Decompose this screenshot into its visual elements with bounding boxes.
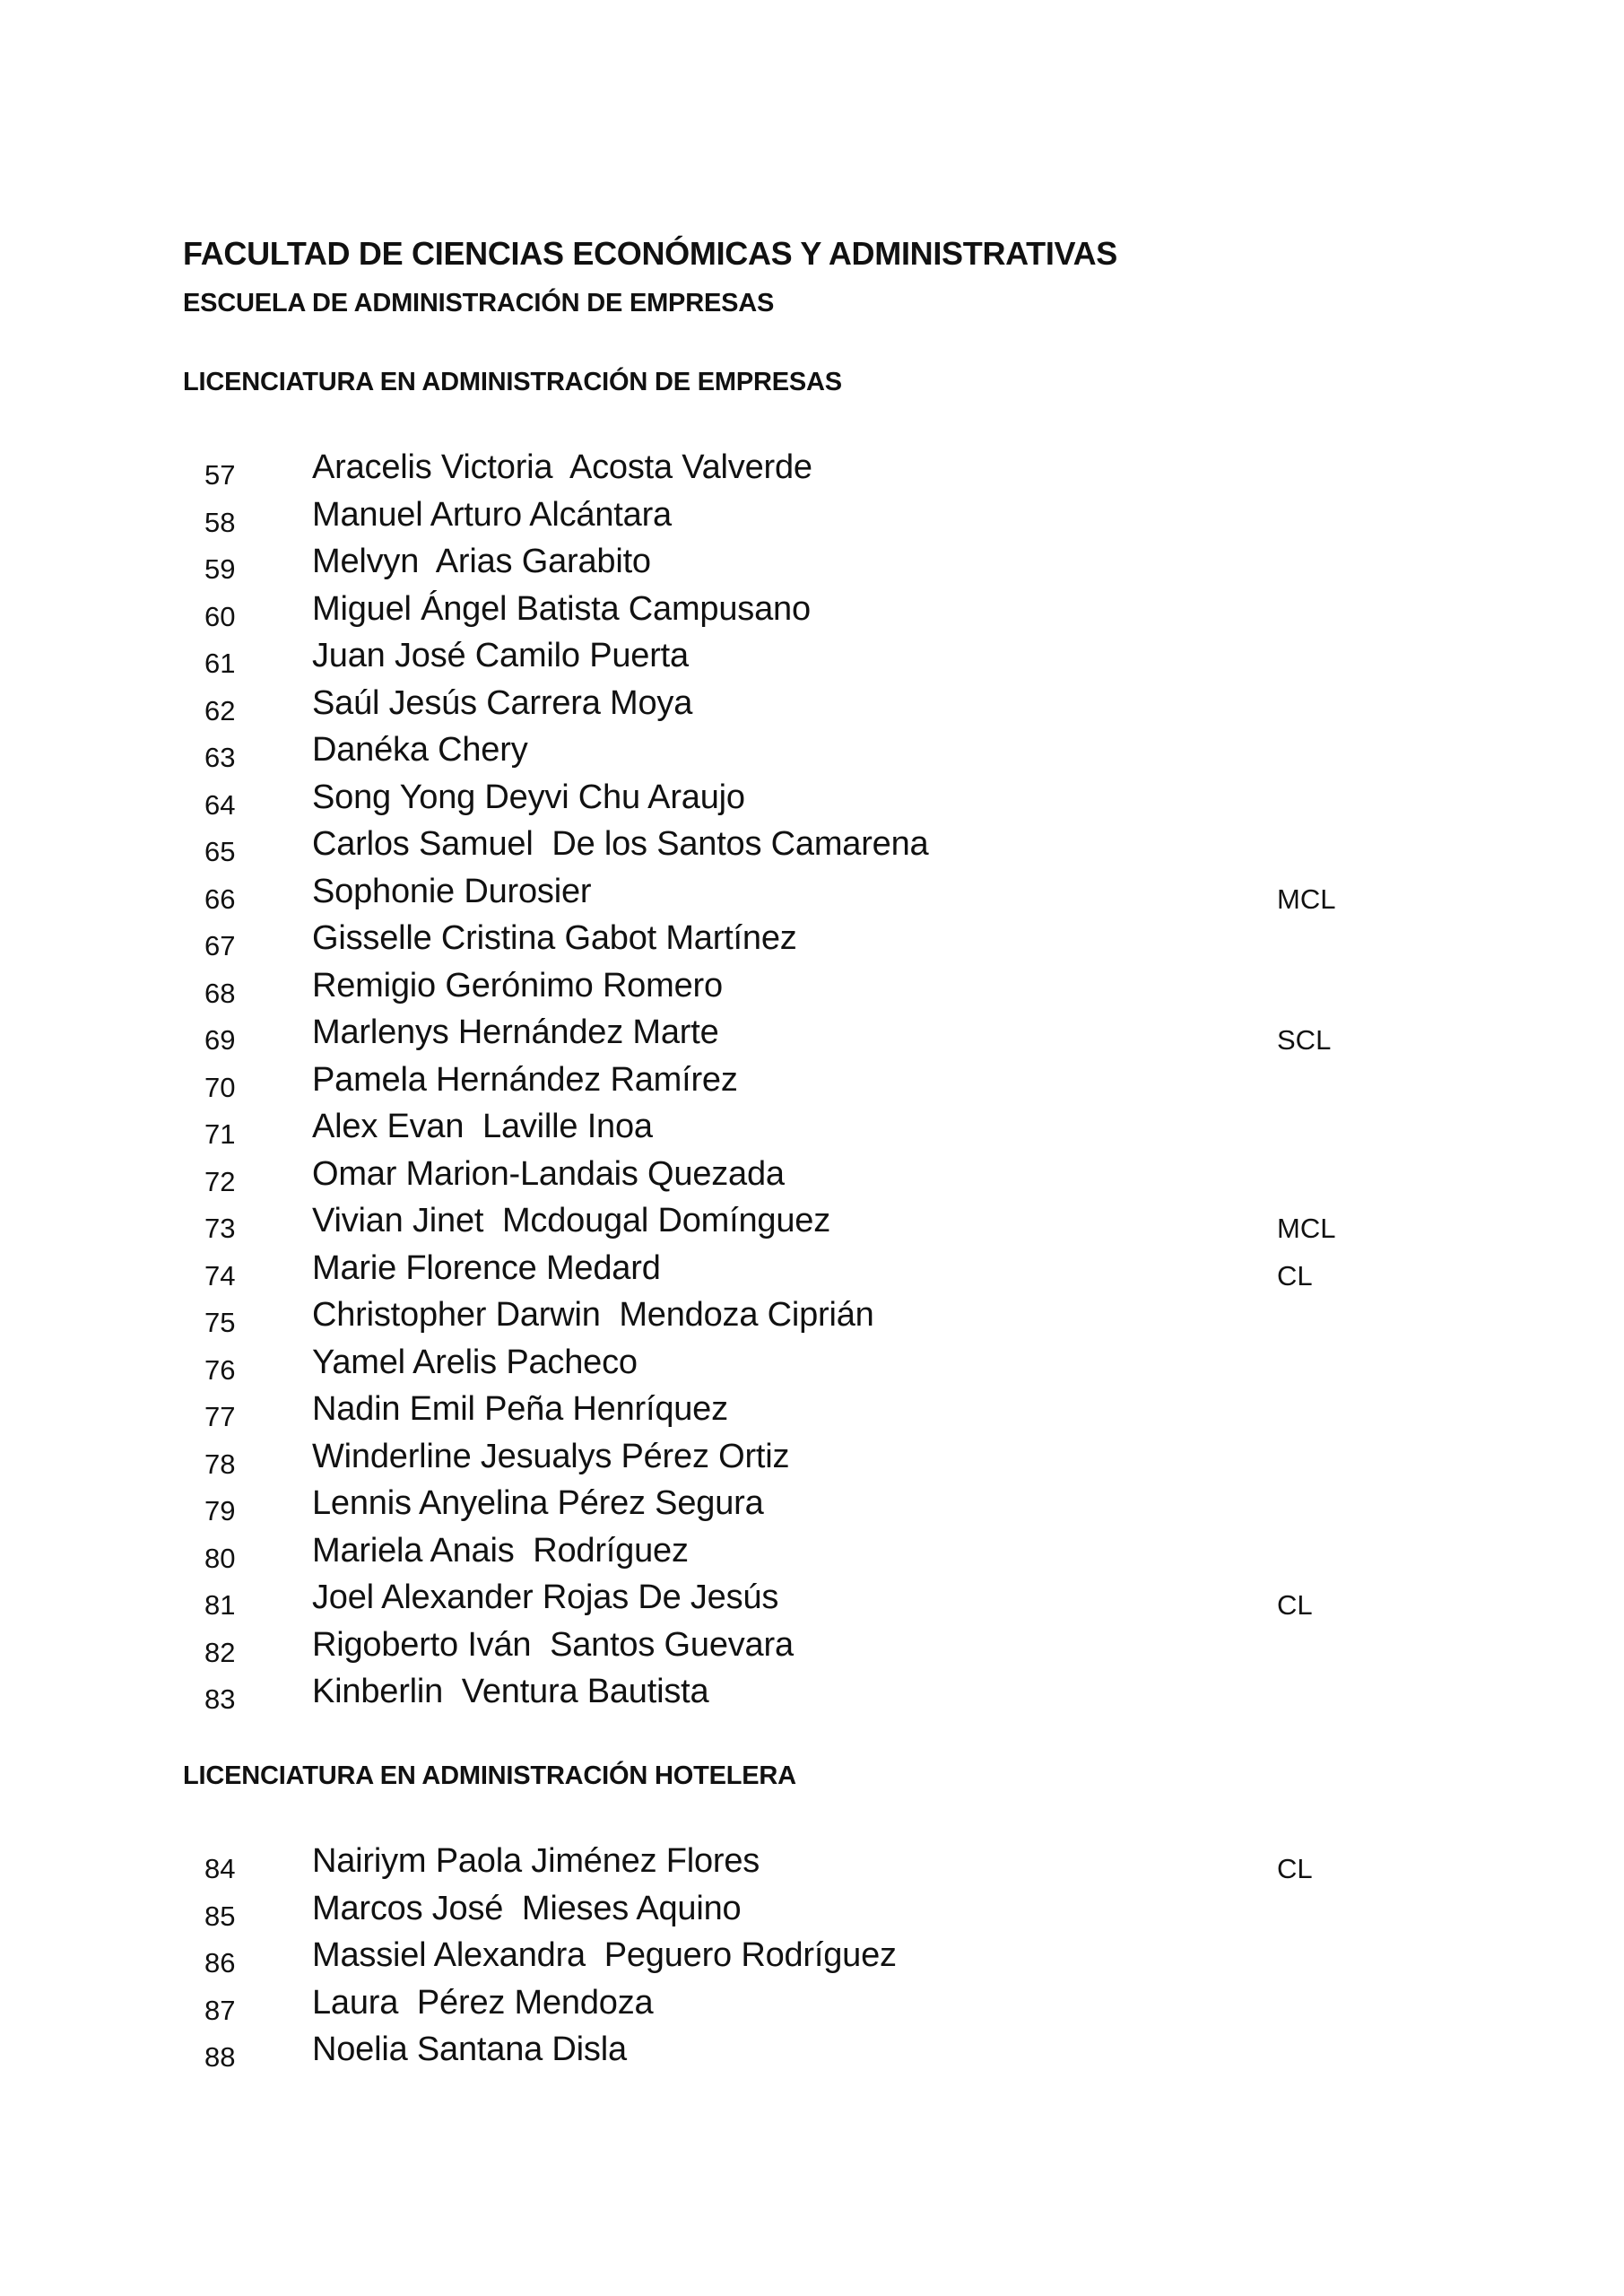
student-name: Pamela Hernández Ramírez: [312, 1060, 738, 1099]
student-number: 76: [204, 1353, 236, 1386]
list-item: [0, 1842, 1624, 1890]
list-item: [0, 825, 1624, 873]
list-item: [0, 1438, 1624, 1485]
student-number: 60: [204, 600, 236, 632]
list-item: [0, 1202, 1624, 1249]
list-item: [0, 543, 1624, 590]
list-item: [0, 1061, 1624, 1109]
student-number: 84: [204, 1853, 236, 1884]
student-name: Yamel Arelis Pacheco: [312, 1343, 638, 1381]
student-name: Marcos José Mieses Aquino: [312, 1889, 742, 1927]
honor-badge: CL: [1277, 1589, 1313, 1621]
student-name: Danéka Chery: [312, 731, 528, 769]
list-item: [0, 448, 1624, 496]
student-number: 67: [204, 930, 236, 961]
list-item: [0, 873, 1624, 920]
student-number: 79: [204, 1495, 236, 1526]
student-number: 71: [204, 1118, 236, 1150]
student-name: Carlos Samuel De los Santos Camarena: [312, 825, 929, 863]
student-number: 57: [204, 459, 236, 491]
list-item: [0, 1013, 1624, 1061]
list-item: [0, 1108, 1624, 1155]
list-item: [0, 1890, 1624, 1937]
student-name: Rigoberto Iván Santos Guevara: [312, 1625, 794, 1664]
student-number: 61: [204, 648, 236, 679]
student-name: Joel Alexander Rojas De Jesús: [312, 1578, 779, 1616]
honor-badge: MCL: [1277, 883, 1336, 915]
student-name: Marlenys Hernández Marte: [312, 1013, 719, 1051]
student-number: 68: [204, 977, 236, 1009]
student-number: 80: [204, 1542, 236, 1574]
honor-badge: SCL: [1277, 1024, 1332, 1056]
student-name: Juan José Camilo Puerta: [312, 637, 689, 674]
list-item: [0, 637, 1624, 684]
student-list-empresas: [0, 448, 1624, 1720]
student-name: Lennis Anyelina Pérez Segura: [312, 1484, 764, 1522]
student-name: Remigio Gerónimo Romero: [312, 966, 723, 1004]
student-number: 62: [204, 694, 236, 726]
student-name: Nairiym Paola Jiménez Flores: [312, 1842, 760, 1880]
student-number: 86: [204, 1947, 236, 1979]
student-number: 82: [204, 1636, 236, 1668]
faculty-heading: FACULTAD DE CIENCIAS ECONÓMICAS Y ADMINISTRATIVAS: [183, 235, 1118, 272]
student-number: 65: [204, 836, 236, 867]
student-name: Sophonie Durosier: [312, 872, 592, 910]
student-number: 75: [204, 1307, 236, 1338]
list-item: [0, 684, 1624, 732]
list-item: [0, 1296, 1624, 1344]
list-item: [0, 1155, 1624, 1203]
honor-badge: CL: [1277, 1259, 1313, 1292]
student-name: Miguel Ángel Batista Campusano: [312, 589, 811, 628]
student-number: 70: [204, 1071, 236, 1103]
list-item: [0, 1984, 1624, 2031]
list-item: [0, 1532, 1624, 1579]
student-name: Laura Pérez Mendoza: [312, 1983, 654, 2022]
list-item: [0, 778, 1624, 826]
student-number: 87: [204, 1994, 236, 2026]
student-name: Song Yong Deyvi Chu Araujo: [312, 778, 745, 816]
student-name: Manuel Arturo Alcántara: [312, 495, 672, 534]
student-number: 83: [204, 1683, 236, 1715]
student-list-hotelera: [0, 1842, 1624, 2078]
student-name: Massiel Alexandra Peguero Rodríguez: [312, 1936, 897, 1974]
list-item: [0, 731, 1624, 778]
student-name: Marie Florence Medard: [312, 1248, 661, 1287]
student-number: 88: [204, 2041, 236, 2073]
student-number: 59: [204, 553, 236, 585]
student-number: 69: [204, 1024, 236, 1056]
list-item: [0, 967, 1624, 1014]
school-heading: ESCUELA DE ADMINISTRACIÓN DE EMPRESAS: [183, 289, 775, 317]
list-item: [0, 1344, 1624, 1391]
student-name: Mariela Anais Rodríguez: [312, 1531, 689, 1570]
list-item: [0, 919, 1624, 967]
student-name: Melvyn Arias Garabito: [312, 543, 651, 580]
list-item: [0, 2031, 1624, 2078]
list-item: [0, 496, 1624, 544]
student-number: 73: [204, 1213, 236, 1244]
student-name: Saúl Jesús Carrera Moya: [312, 683, 693, 722]
student-number: 77: [204, 1401, 236, 1432]
student-name: Omar Marion-Landais Quezada: [312, 1154, 785, 1193]
student-name: Alex Evan Laville Inoa: [312, 1108, 653, 1145]
list-item: [0, 1626, 1624, 1674]
list-item: [0, 1249, 1624, 1297]
student-number: 72: [204, 1165, 236, 1197]
list-item: [0, 1390, 1624, 1438]
student-number: 58: [204, 506, 236, 538]
student-number: 64: [204, 788, 236, 821]
program-heading-hotelera: LICENCIATURA EN ADMINISTRACIÓN HOTELERA: [183, 1761, 796, 1790]
student-name: Aracelis Victoria Acosta Valverde: [312, 448, 812, 486]
program-heading-empresas: LICENCIATURA EN ADMINISTRACIÓN DE EMPRESAS: [183, 368, 842, 396]
student-name: Kinberlin Ventura Bautista: [312, 1673, 709, 1710]
student-name: Winderline Jesualys Pérez Ortiz: [312, 1437, 790, 1475]
list-item: [0, 1936, 1624, 1984]
student-name: Christopher Darwin Mendoza Ciprián: [312, 1296, 874, 1334]
student-number: 78: [204, 1448, 236, 1480]
student-name: Nadin Emil Peña Henríquez: [312, 1390, 728, 1428]
honor-badge: MCL: [1277, 1213, 1336, 1244]
student-number: 66: [204, 883, 236, 915]
list-item: [0, 1673, 1624, 1720]
list-item: [0, 590, 1624, 638]
student-number: 81: [204, 1589, 236, 1621]
student-name: Vivian Jinet Mcdougal Domínguez: [312, 1202, 830, 1239]
student-number: 85: [204, 1900, 236, 1932]
student-number: 74: [204, 1259, 236, 1292]
student-name: Noelia Santana Disla: [312, 2031, 627, 2068]
list-item: [0, 1484, 1624, 1532]
list-item: [0, 1578, 1624, 1626]
student-name: Gisselle Cristina Gabot Martínez: [312, 919, 797, 957]
student-number: 63: [204, 742, 236, 773]
honor-badge: CL: [1277, 1853, 1313, 1884]
